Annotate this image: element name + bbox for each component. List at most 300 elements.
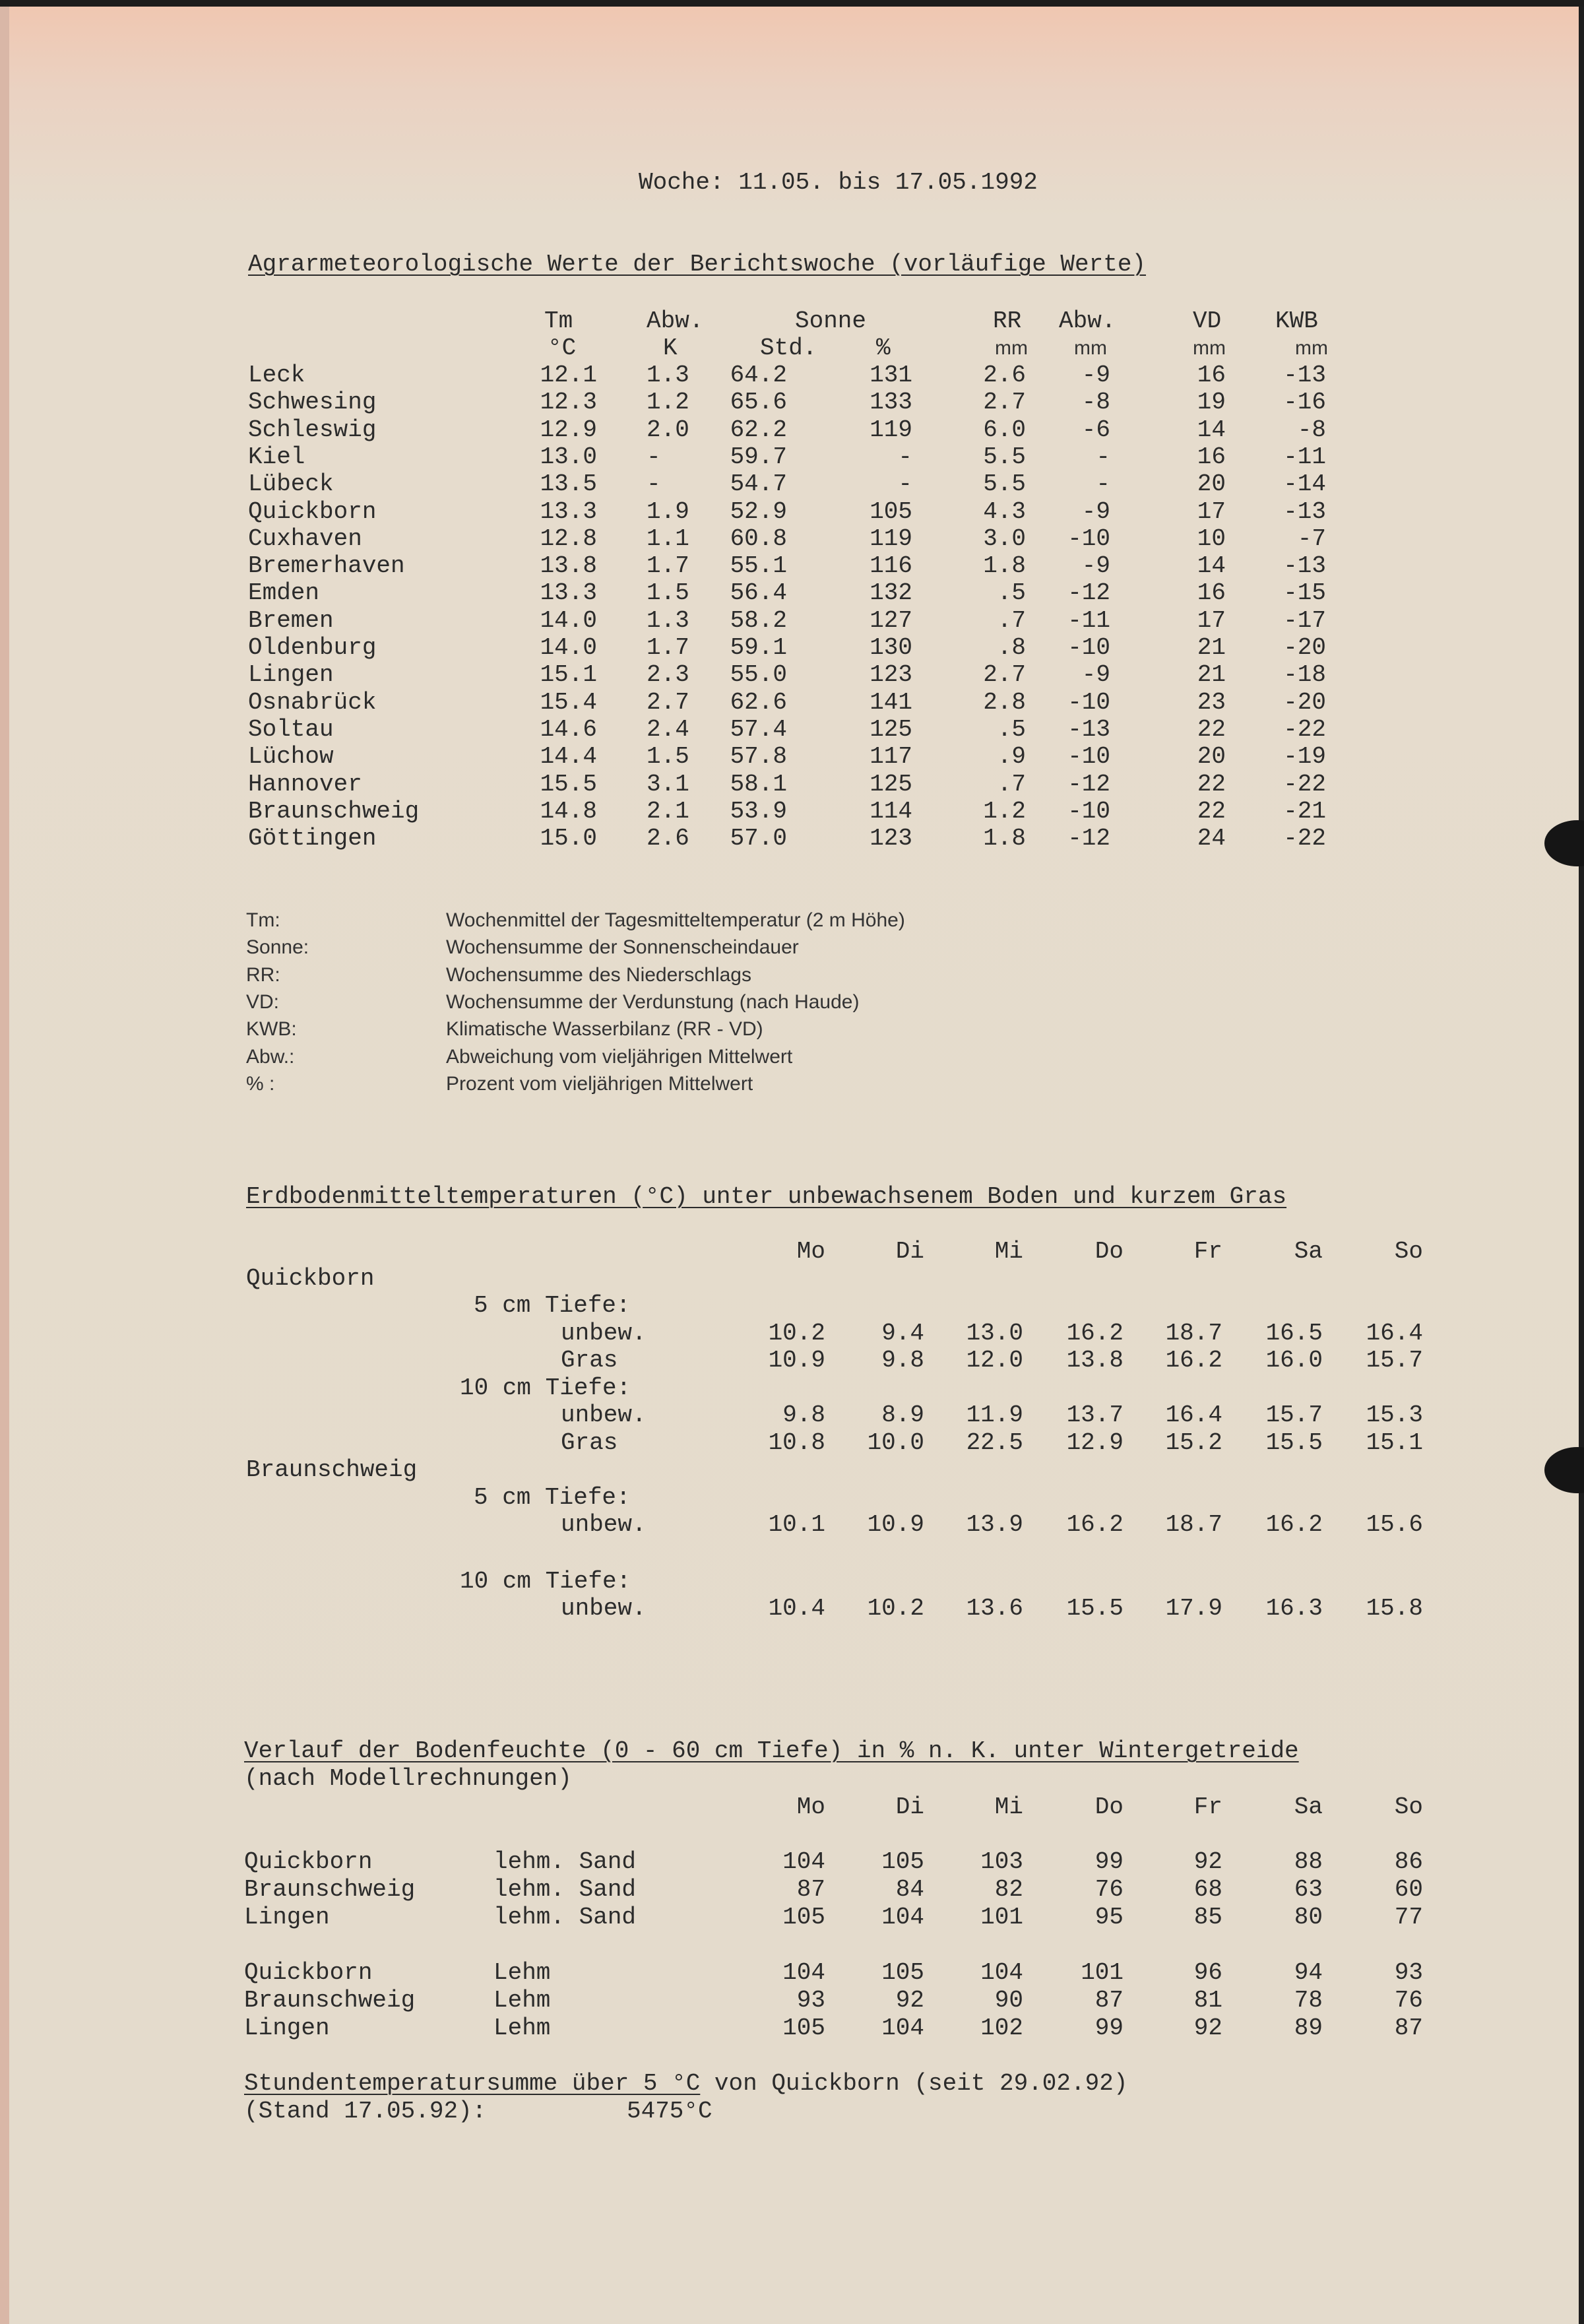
- sun-percent: 127: [870, 607, 912, 634]
- station-name: Leck: [248, 362, 305, 389]
- station-name: Quickborn: [248, 498, 377, 525]
- hour-temp-sum-rest: von Quickborn (seit 29.02.92): [700, 2070, 1128, 2097]
- sun-hours: 62.6: [730, 689, 787, 716]
- soil-temp-value: 10.2: [867, 1595, 924, 1622]
- day-header: Di: [895, 1238, 924, 1265]
- sun-percent: 114: [870, 798, 912, 825]
- sun-percent: -: [898, 470, 912, 498]
- rr-deviation: -10: [1067, 689, 1110, 716]
- day-header: Mo: [796, 1793, 825, 1821]
- moisture-value: 104: [881, 1904, 924, 1931]
- col-header: VD: [1193, 307, 1222, 335]
- sun-percent: 116: [870, 552, 912, 579]
- sun-hours: 60.8: [730, 525, 787, 552]
- soil-temp-value: 10.9: [768, 1347, 825, 1374]
- vd-value: 10: [1197, 525, 1226, 552]
- moisture-title: Verlauf der Bodenfeuchte (0 - 60 cm Tiefe) in % n. K. unter Wintergetreide: [244, 1737, 1299, 1764]
- rr-deviation: -10: [1067, 525, 1110, 552]
- tm-value: 14.0: [540, 634, 597, 661]
- soil-temp-value: 9.8: [881, 1347, 924, 1374]
- station-name: Lingen: [244, 2015, 330, 2042]
- soil-temp-value: 16.5: [1265, 1320, 1323, 1347]
- day-header: Do: [1094, 1238, 1124, 1265]
- vd-value: 16: [1197, 362, 1226, 389]
- row-label: unbew.: [561, 1511, 647, 1538]
- legend-text: Abweichung vom vieljährigen Mittelwert: [446, 1046, 793, 1068]
- sun-hours: 57.0: [730, 825, 787, 852]
- legend-key: % :: [246, 1073, 275, 1095]
- tm-value: 15.0: [540, 825, 597, 852]
- sun-percent: 119: [870, 525, 912, 552]
- vd-value: 20: [1197, 470, 1226, 498]
- tm-value: 13.3: [540, 498, 597, 525]
- vd-value: 14: [1197, 552, 1226, 579]
- moisture-value: 99: [1094, 2015, 1124, 2042]
- tm-value: 15.4: [540, 689, 597, 716]
- unit-header: Std.: [760, 335, 817, 362]
- col-header: Abw.: [647, 307, 704, 335]
- sun-hours: 53.9: [730, 798, 787, 825]
- soil-temp-value: 15.2: [1165, 1429, 1222, 1456]
- moisture-value: 101: [1081, 1959, 1124, 1986]
- tm-value: 14.0: [540, 607, 597, 634]
- station-name: Hannover: [248, 771, 362, 798]
- unit-header: mm: [1295, 337, 1328, 359]
- kwb-value: -16: [1283, 389, 1326, 416]
- legend-text: Wochensumme der Sonnenscheindauer: [446, 936, 799, 958]
- tm-deviation: 1.3: [647, 607, 689, 634]
- unit-header: K: [663, 335, 678, 362]
- day-header: Fr: [1193, 1238, 1222, 1265]
- station-name: Bremerhaven: [248, 552, 405, 579]
- tm-value: 15.1: [540, 661, 597, 688]
- moisture-value: 99: [1094, 1848, 1124, 1875]
- soil-temp-value: 16.4: [1366, 1320, 1423, 1347]
- moisture-value: 93: [1394, 1959, 1423, 1986]
- soil-temp-value: 15.5: [1265, 1429, 1323, 1456]
- station-name: Lingen: [244, 1904, 330, 1931]
- depth-label: 10 cm Tiefe:: [460, 1374, 631, 1402]
- unit-header: °C: [548, 335, 577, 362]
- kwb-value: -22: [1283, 825, 1326, 852]
- moisture-value: 104: [881, 2015, 924, 2042]
- moisture-value: 81: [1193, 1987, 1222, 2014]
- soil-temp-value: 22.5: [966, 1429, 1023, 1456]
- col-header: KWB: [1275, 307, 1318, 335]
- sun-hours: 59.1: [730, 634, 787, 661]
- rr-value: 1.2: [983, 798, 1026, 825]
- soil-temp-value: 15.5: [1066, 1595, 1124, 1622]
- moisture-value: 94: [1294, 1959, 1323, 1986]
- rr-value: 1.8: [983, 825, 1026, 852]
- vd-value: 22: [1197, 771, 1226, 798]
- sun-hours: 58.2: [730, 607, 787, 634]
- soil-temp-value: 16.2: [1066, 1511, 1124, 1538]
- soil-temp-value: 13.0: [966, 1320, 1023, 1347]
- station-name: Schwesing: [248, 389, 377, 416]
- station-name: Braunschweig: [244, 1876, 416, 1903]
- soil-temp-value: 15.3: [1366, 1402, 1423, 1429]
- rr-value: 2.8: [983, 689, 1026, 716]
- kwb-value: -15: [1283, 579, 1326, 606]
- kwb-value: -22: [1283, 771, 1326, 798]
- legend-key: Sonne:: [246, 936, 309, 958]
- tm-value: 13.8: [540, 552, 597, 579]
- rr-value: .8: [997, 634, 1026, 661]
- vd-value: 17: [1197, 498, 1226, 525]
- tm-deviation: 2.3: [647, 661, 689, 688]
- sun-percent: 133: [870, 389, 912, 416]
- punch-hole: [1544, 1447, 1584, 1493]
- kwb-value: -20: [1283, 634, 1326, 661]
- station-name: Lübeck: [248, 470, 334, 498]
- sun-hours: 55.0: [730, 661, 787, 688]
- day-header: Do: [1094, 1793, 1124, 1821]
- soil-type: Lehm: [493, 2015, 551, 2042]
- moisture-value: 89: [1294, 2015, 1323, 2042]
- moisture-value: 77: [1394, 1904, 1423, 1931]
- vd-value: 19: [1197, 389, 1226, 416]
- vd-value: 22: [1197, 798, 1226, 825]
- soil-temp-value: 16.2: [1066, 1320, 1124, 1347]
- moisture-value: 86: [1394, 1848, 1423, 1875]
- moisture-value: 85: [1193, 1904, 1222, 1931]
- unit-header: mm: [995, 337, 1028, 359]
- moisture-value: 101: [980, 1904, 1023, 1931]
- soil-temp-value: 16.2: [1265, 1511, 1323, 1538]
- legend-key: KWB:: [246, 1018, 297, 1040]
- tm-value: 14.6: [540, 716, 597, 743]
- tm-value: 13.3: [540, 579, 597, 606]
- soil-temp-value: 13.7: [1066, 1402, 1124, 1429]
- moisture-value: 78: [1294, 1987, 1323, 2014]
- tm-value: 12.3: [540, 389, 597, 416]
- moisture-value: 105: [782, 1904, 825, 1931]
- rr-value: 2.7: [983, 661, 1026, 688]
- soil-temp-value: 11.9: [966, 1402, 1023, 1429]
- weekly-title: Agrarmeteorologische Werte der Berichtswoche (vorläufige Werte): [248, 251, 1147, 278]
- row-label: unbew.: [561, 1320, 647, 1347]
- day-header: Mo: [796, 1238, 825, 1265]
- rr-deviation: -11: [1067, 607, 1110, 634]
- sun-percent: 105: [870, 498, 912, 525]
- vd-value: 14: [1197, 416, 1226, 443]
- rr-value: .7: [997, 607, 1026, 634]
- station-name: Osnabrück: [248, 689, 377, 716]
- soil-temp-value: 8.9: [881, 1402, 924, 1429]
- moisture-value: 104: [980, 1959, 1023, 1986]
- depth-label: 5 cm Tiefe:: [474, 1484, 631, 1511]
- rr-deviation: -9: [1081, 362, 1110, 389]
- moisture-value: 92: [1193, 1848, 1222, 1875]
- rr-value: 6.0: [983, 416, 1026, 443]
- tm-deviation: 1.9: [647, 498, 689, 525]
- tm-deviation: 1.1: [647, 525, 689, 552]
- station-name: Soltau: [248, 716, 334, 743]
- moisture-value: 80: [1294, 1904, 1323, 1931]
- sun-percent: -: [898, 443, 912, 470]
- station-name: Braunschweig: [248, 798, 420, 825]
- soil-temp-value: 10.2: [768, 1320, 825, 1347]
- row-label: unbew.: [561, 1402, 647, 1429]
- day-header: Sa: [1294, 1238, 1323, 1265]
- sun-hours: 65.6: [730, 389, 787, 416]
- rr-deviation: -: [1096, 470, 1110, 498]
- vd-value: 17: [1197, 607, 1226, 634]
- soil-temp-value: 18.7: [1165, 1511, 1222, 1538]
- legend-text: Wochensumme der Verdunstung (nach Haude): [446, 991, 860, 1013]
- rr-value: .7: [997, 771, 1026, 798]
- moisture-value: 102: [980, 2015, 1023, 2042]
- tm-deviation: 1.7: [647, 634, 689, 661]
- hour-temp-value: 5475°C: [627, 2098, 713, 2125]
- soil-temp-value: 16.4: [1165, 1402, 1222, 1429]
- soil-temp-value: 13.9: [966, 1511, 1023, 1538]
- soil-temp-value: 15.8: [1366, 1595, 1423, 1622]
- soil-type: lehm. Sand: [493, 1876, 637, 1903]
- station-name: Braunschweig: [244, 1987, 416, 2014]
- rr-deviation: -12: [1067, 825, 1110, 852]
- punch-hole: [1544, 820, 1584, 866]
- hour-temp-stand: (Stand 17.05.92):: [244, 2098, 487, 2125]
- sun-hours: 55.1: [730, 552, 787, 579]
- kwb-value: -8: [1297, 416, 1326, 443]
- tm-value: 14.4: [540, 743, 597, 770]
- moisture-value: 104: [782, 1848, 825, 1875]
- sun-percent: 125: [870, 716, 912, 743]
- tm-deviation: 1.7: [647, 552, 689, 579]
- depth-label: 10 cm Tiefe:: [460, 1568, 631, 1595]
- rr-deviation: -10: [1067, 743, 1110, 770]
- station-name: Lüchow: [248, 743, 334, 770]
- rr-value: .5: [997, 579, 1026, 606]
- moisture-value: 95: [1094, 1904, 1124, 1931]
- moisture-value: 87: [796, 1876, 825, 1903]
- moisture-value: 87: [1094, 1987, 1124, 2014]
- week-range: Woche: 11.05. bis 17.05.1992: [639, 169, 1038, 196]
- moisture-value: 87: [1394, 2015, 1423, 2042]
- soil-temp-value: 12.0: [966, 1347, 1023, 1374]
- moisture-value: 92: [895, 1987, 924, 2014]
- day-header: Fr: [1193, 1793, 1222, 1821]
- tm-deviation: 2.1: [647, 798, 689, 825]
- tm-value: 12.8: [540, 525, 597, 552]
- soil-type: Lehm: [493, 1959, 551, 1986]
- sun-hours: 59.7: [730, 443, 787, 470]
- tm-deviation: 1.5: [647, 743, 689, 770]
- moisture-value: 60: [1394, 1876, 1423, 1903]
- soil-temp-value: 15.7: [1265, 1402, 1323, 1429]
- moisture-value: 105: [881, 1848, 924, 1875]
- sun-percent: 123: [870, 661, 912, 688]
- soil-temp-value: 16.0: [1265, 1347, 1323, 1374]
- sun-percent: 119: [870, 416, 912, 443]
- tm-deviation: 2.0: [647, 416, 689, 443]
- vd-value: 21: [1197, 634, 1226, 661]
- unit-header: %: [876, 335, 891, 362]
- soil-temp-value: 16.3: [1265, 1595, 1323, 1622]
- station-name: Bremen: [248, 607, 334, 634]
- vd-value: 20: [1197, 743, 1226, 770]
- soiltemp-title: Erdbodenmitteltemperaturen (°C) unter unbewachsenem Boden und kurzem Gras: [246, 1183, 1287, 1210]
- soil-temp-value: 18.7: [1165, 1320, 1222, 1347]
- sun-hours: 52.9: [730, 498, 787, 525]
- tm-deviation: 1.3: [647, 362, 689, 389]
- station-name: Lingen: [248, 661, 334, 688]
- vd-value: 22: [1197, 716, 1226, 743]
- rr-value: 5.5: [983, 443, 1026, 470]
- sun-percent: 130: [870, 634, 912, 661]
- moisture-value: 105: [782, 2015, 825, 2042]
- kwb-value: -11: [1283, 443, 1326, 470]
- day-header: So: [1394, 1793, 1423, 1821]
- rr-value: 5.5: [983, 470, 1026, 498]
- moisture-value: 68: [1193, 1876, 1222, 1903]
- moisture-value: 82: [994, 1876, 1023, 1903]
- rr-deviation: -: [1096, 443, 1110, 470]
- kwb-value: -20: [1283, 689, 1326, 716]
- vd-value: 24: [1197, 825, 1226, 852]
- rr-deviation: -9: [1081, 552, 1110, 579]
- col-header: Abw.: [1059, 307, 1116, 335]
- rr-value: 2.7: [983, 389, 1026, 416]
- unit-header: mm: [1074, 337, 1107, 359]
- sun-hours: 64.2: [730, 362, 787, 389]
- col-header: Sonne: [795, 307, 867, 335]
- tm-deviation: 1.5: [647, 579, 689, 606]
- tm-value: 12.1: [540, 362, 597, 389]
- kwb-value: -17: [1283, 607, 1326, 634]
- station-name: Oldenburg: [248, 634, 377, 661]
- row-label: Gras: [561, 1429, 618, 1456]
- sun-percent: 123: [870, 825, 912, 852]
- day-header: Sa: [1294, 1793, 1323, 1821]
- sun-hours: 62.2: [730, 416, 787, 443]
- soil-temp-value: 10.9: [867, 1511, 924, 1538]
- tm-value: 12.9: [540, 416, 597, 443]
- sun-percent: 131: [870, 362, 912, 389]
- rr-deviation: -13: [1067, 716, 1110, 743]
- soil-type: lehm. Sand: [493, 1904, 637, 1931]
- day-header: Mi: [994, 1238, 1023, 1265]
- sun-hours: 56.4: [730, 579, 787, 606]
- hour-temp-sum-title: Stundentemperatursumme über 5 °C: [244, 2070, 701, 2097]
- station-name: Schleswig: [248, 416, 377, 443]
- station-name: Quickborn: [244, 1848, 373, 1875]
- sun-hours: 54.7: [730, 470, 787, 498]
- moisture-value: 76: [1094, 1876, 1124, 1903]
- rr-deviation: -12: [1067, 579, 1110, 606]
- rr-deviation: -6: [1081, 416, 1110, 443]
- sun-hours: 58.1: [730, 771, 787, 798]
- sun-percent: 125: [870, 771, 912, 798]
- tm-value: 13.0: [540, 443, 597, 470]
- soil-temp-value: 15.7: [1366, 1347, 1423, 1374]
- legend-text: Wochensumme des Niederschlags: [446, 964, 751, 986]
- station-name: Kiel: [248, 443, 305, 470]
- tm-deviation: 3.1: [647, 771, 689, 798]
- soil-temp-value: 10.8: [768, 1429, 825, 1456]
- soil-temp-value: 13.6: [966, 1595, 1023, 1622]
- kwb-value: -21: [1283, 798, 1326, 825]
- tm-deviation: -: [647, 443, 661, 470]
- soil-type: lehm. Sand: [493, 1848, 637, 1875]
- page-edge: [1579, 0, 1584, 2324]
- rr-deviation: -8: [1081, 389, 1110, 416]
- station-name: Cuxhaven: [248, 525, 362, 552]
- tm-deviation: 2.7: [647, 689, 689, 716]
- tm-deviation: -: [647, 470, 661, 498]
- moisture-value: 96: [1193, 1959, 1222, 1986]
- station-name: Quickborn: [244, 1959, 373, 1986]
- sun-hours: 57.8: [730, 743, 787, 770]
- kwb-value: -13: [1283, 498, 1326, 525]
- soil-temp-value: 10.0: [867, 1429, 924, 1456]
- soil-temp-value: 15.6: [1366, 1511, 1423, 1538]
- kwb-value: -18: [1283, 661, 1326, 688]
- vd-value: 23: [1197, 689, 1226, 716]
- kwb-value: -14: [1283, 470, 1326, 498]
- rr-value: .5: [997, 716, 1026, 743]
- sun-hours: 57.4: [730, 716, 787, 743]
- rr-value: .9: [997, 743, 1026, 770]
- col-header: Tm: [544, 307, 573, 335]
- tm-deviation: 1.2: [647, 389, 689, 416]
- tm-value: 15.5: [540, 771, 597, 798]
- day-header: Di: [895, 1793, 924, 1821]
- soil-temp-value: 17.9: [1165, 1595, 1222, 1622]
- kwb-value: -22: [1283, 716, 1326, 743]
- station-name: Emden: [248, 579, 320, 606]
- rr-value: 1.8: [983, 552, 1026, 579]
- soil-temp-value: 10.4: [768, 1595, 825, 1622]
- vd-value: 16: [1197, 579, 1226, 606]
- sun-percent: 117: [870, 743, 912, 770]
- moisture-value: 90: [994, 1987, 1023, 2014]
- rr-value: 2.6: [983, 362, 1026, 389]
- rr-value: 4.3: [983, 498, 1026, 525]
- rr-deviation: -9: [1081, 661, 1110, 688]
- moisture-value: 88: [1294, 1848, 1323, 1875]
- row-label: Gras: [561, 1347, 618, 1374]
- station-name: Göttingen: [248, 825, 377, 852]
- soil-temp-value: 9.4: [881, 1320, 924, 1347]
- moisture-subtitle: (nach Modellrechnungen): [244, 1765, 572, 1792]
- moisture-value: 76: [1394, 1987, 1423, 2014]
- rr-deviation: -12: [1067, 771, 1110, 798]
- legend-text: Wochenmittel der Tagesmitteltemperatur (2 m Höhe): [446, 909, 905, 931]
- kwb-value: -13: [1283, 552, 1326, 579]
- unit-header: mm: [1193, 337, 1226, 359]
- kwb-value: -19: [1283, 743, 1326, 770]
- rr-deviation: -10: [1067, 634, 1110, 661]
- moisture-value: 104: [782, 1959, 825, 1986]
- day-header: Mi: [994, 1793, 1023, 1821]
- station-name: Braunschweig: [246, 1456, 418, 1483]
- vd-value: 16: [1197, 443, 1226, 470]
- soil-temp-value: 9.8: [782, 1402, 825, 1429]
- tm-deviation: 2.4: [647, 716, 689, 743]
- soil-temp-value: 12.9: [1066, 1429, 1124, 1456]
- depth-label: 5 cm Tiefe:: [474, 1292, 631, 1319]
- soil-temp-value: 13.8: [1066, 1347, 1124, 1374]
- legend-text: Prozent vom vieljährigen Mittelwert: [446, 1073, 753, 1095]
- legend-key: VD:: [246, 991, 280, 1013]
- tm-value: 14.8: [540, 798, 597, 825]
- tm-value: 13.5: [540, 470, 597, 498]
- station-name: Quickborn: [246, 1265, 375, 1292]
- soil-temp-value: 10.1: [768, 1511, 825, 1538]
